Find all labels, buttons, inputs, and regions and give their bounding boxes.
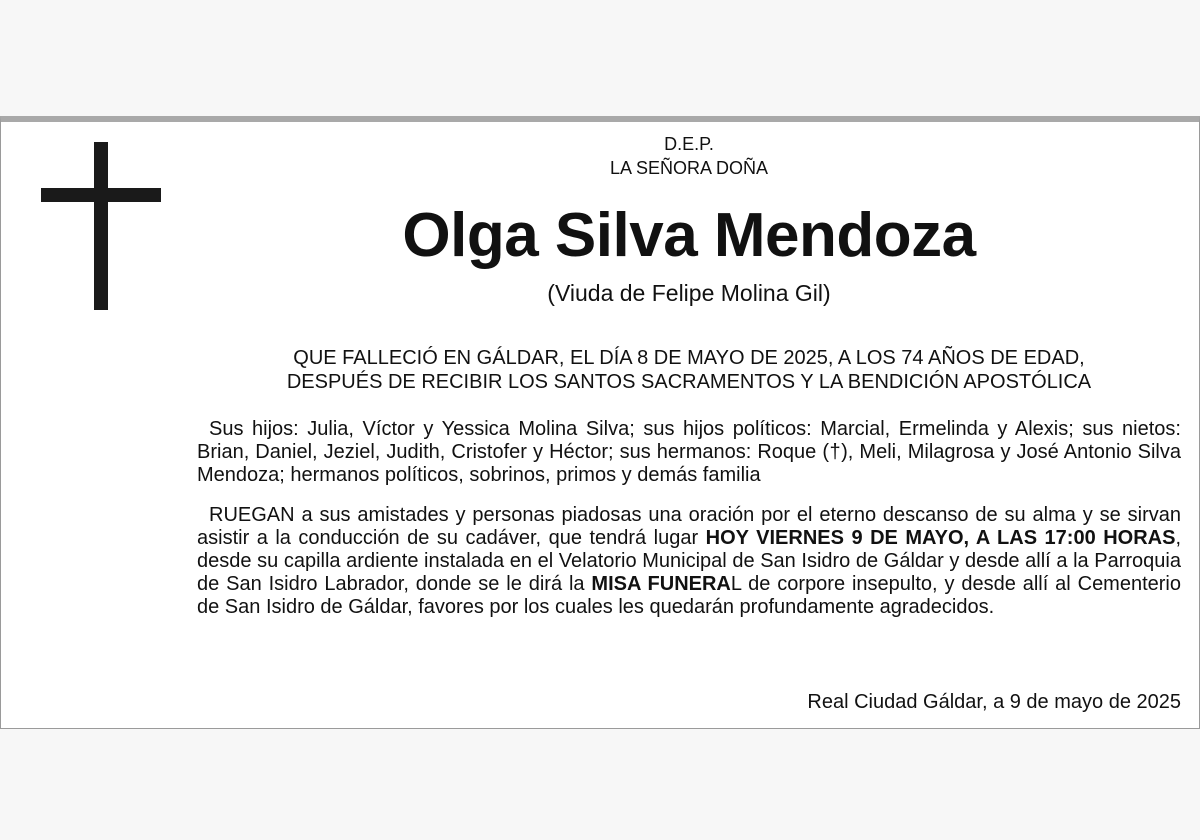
cross-icon — [41, 142, 161, 310]
death-statement-line-1: QUE FALLECIÓ EN GÁLDAR, EL DÍA 8 DE MAYO DE 2025, A LOS 74 AÑOS DE EDAD, — [293, 347, 1085, 369]
request-paragraph — [197, 504, 1181, 619]
funeral-mass: MISA FUNERA — [591, 573, 731, 595]
request-text-1: RUEGAN a sus amistades y personas piadosas una oración por el eterno descanso de su alma y se sirvan asistir a la conducción de su cadáver, que tendrá lugar — [197, 504, 1181, 549]
death-statement-line-2: DESPUÉS DE RECIBIR LOS SANTOS SACRAMENTOS Y LA BENDICIÓN APOSTÓLICA — [286, 371, 1092, 393]
family-paragraph: Sus hijos: Julia, Víctor y Yessica Molina Silva; sus hijos políticos: Marcial, Ermelinda y Alexis; sus nietos: Brian, Daniel, Jeziel, Judith, Cristofer y Héctor; sus hermanos: Roque (†), Meli, Milagrosa y José Antonio Silva Mendoza; hermanos políticos, sobrinos, primos y demás familia — [197, 418, 1181, 486]
widow-of: (Viuda de Felipe Molina Gil) — [547, 280, 831, 306]
request-text-3: L de corpore insepulto, y desde allí al Cementerio de San Isidro de Gáldar, favores por los cuales les quedarán profundamente agradecidos. — [197, 573, 1181, 618]
signoff-place-date: Real Ciudad Gáldar, a 9 de mayo de 2025 — [807, 691, 1181, 713]
request-text-2: , desde su capilla ardiente instalada en el Velatorio Municipal de San Isidro de Gáldar y desde allí a la Parroquia de San Isidro Labrador, donde se le dirá la — [197, 527, 1181, 595]
deceased-name: Olga Silva Mendoza — [402, 201, 976, 270]
death-statement — [197, 346, 1181, 394]
dep-heading: D.E.P. — [664, 134, 714, 154]
honorific: LA SEÑORA DOÑA — [609, 158, 769, 178]
obituary-notice — [0, 116, 1200, 729]
cross-horizontal-bar — [41, 188, 161, 202]
cross-vertical-bar — [94, 142, 108, 310]
service-date-time: HOY VIERNES 9 DE MAYO, A LAS 17:00 HORAS — [705, 527, 1176, 549]
